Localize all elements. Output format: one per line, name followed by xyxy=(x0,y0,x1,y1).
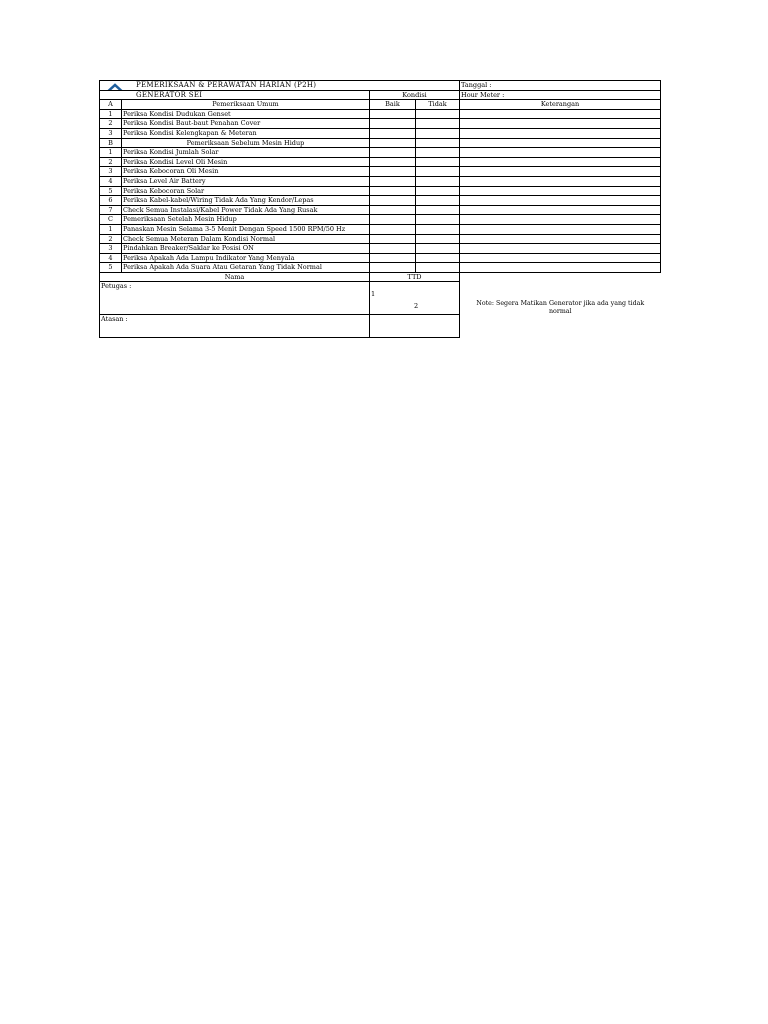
unit-name: GENERATOR SEI xyxy=(100,90,370,100)
item-no: 2 xyxy=(100,234,122,244)
tidak-cell[interactable] xyxy=(416,253,460,263)
item-no: 1 xyxy=(100,109,122,119)
table-row xyxy=(100,224,661,234)
section-c-code: C xyxy=(100,215,122,225)
keterangan-cell[interactable] xyxy=(460,224,661,234)
item-text: Periksa Kondisi Dudukan Genset xyxy=(122,109,370,119)
table-row xyxy=(100,263,661,273)
item-text: Periksa Kondisi Level Oli Mesin xyxy=(122,157,370,167)
keterangan-cell[interactable] xyxy=(460,196,661,206)
tidak-cell[interactable] xyxy=(416,205,460,215)
keterangan-cell[interactable] xyxy=(460,119,661,129)
item-no: 3 xyxy=(100,244,122,254)
atasan-name-field[interactable] xyxy=(100,315,370,338)
table-row xyxy=(100,128,661,138)
kondisi-header: Kondisi xyxy=(370,90,460,100)
item-text: Check Semua Instalasi/Kabel Power Tidak Ada Yang Rusak xyxy=(122,205,370,215)
item-text: Periksa Kondisi Baut-baut Penahan Cover xyxy=(122,119,370,129)
ttd-header: TTD xyxy=(370,272,460,282)
petugas-label: Petugas : xyxy=(101,282,132,291)
ttd-number-2: 2 xyxy=(414,302,419,311)
baik-cell[interactable] xyxy=(370,234,416,244)
item-no: 6 xyxy=(100,196,122,206)
baik-cell[interactable] xyxy=(370,157,416,167)
item-text: Panaskan Mesin Selama 3-5 Menit Dengan Speed 1500 RPM/50 Hz xyxy=(122,224,370,234)
atasan-signature-field[interactable] xyxy=(370,315,460,338)
keterangan-cell[interactable] xyxy=(460,167,661,177)
pemeriksaan-umum-header: Pemeriksaan Umum xyxy=(122,100,370,110)
item-text: Periksa Kabel-kabel/Wiring Tidak Ada Yang Kendor/Lepas xyxy=(122,196,370,206)
tidak-header: Tidak xyxy=(416,100,460,110)
baik-cell[interactable] xyxy=(370,253,416,263)
item-text: Periksa Kondisi Kelengkapan & Meteran xyxy=(122,128,370,138)
petugas-signature-field[interactable] xyxy=(370,282,460,315)
keterangan-cell[interactable] xyxy=(460,234,661,244)
form-title: PEMERIKSAAN & PERAWATAN HARIAN (P2H) xyxy=(136,81,317,89)
table-row xyxy=(100,157,661,167)
table-row xyxy=(100,244,661,254)
tidak-cell[interactable] xyxy=(416,148,460,158)
tidak-cell[interactable] xyxy=(416,224,460,234)
baik-cell[interactable] xyxy=(370,148,416,158)
item-no: 2 xyxy=(100,119,122,129)
item-no: 1 xyxy=(100,148,122,158)
item-text: Periksa Apakah Ada Lampu Indikator Yang Menyala xyxy=(122,253,370,263)
baik-cell[interactable] xyxy=(370,205,416,215)
table-row xyxy=(100,205,661,215)
keterangan-cell[interactable] xyxy=(460,128,661,138)
baik-cell[interactable] xyxy=(370,186,416,196)
item-no: 3 xyxy=(100,167,122,177)
item-no: 5 xyxy=(100,186,122,196)
tidak-cell[interactable] xyxy=(416,196,460,206)
item-text: Periksa Level Air Battery xyxy=(122,176,370,186)
tidak-cell[interactable] xyxy=(416,167,460,177)
item-no: 4 xyxy=(100,176,122,186)
table-row xyxy=(100,109,661,119)
tidak-cell[interactable] xyxy=(416,157,460,167)
keterangan-cell[interactable] xyxy=(460,157,661,167)
table-row xyxy=(100,119,661,129)
baik-cell[interactable] xyxy=(370,128,416,138)
p2h-form xyxy=(99,80,660,338)
tidak-cell[interactable] xyxy=(416,109,460,119)
baik-cell[interactable] xyxy=(370,119,416,129)
p2h-table xyxy=(99,80,661,338)
section-c-title: Pemeriksaan Setelah Mesin Hidup xyxy=(122,215,370,225)
table-row xyxy=(100,186,661,196)
baik-cell[interactable] xyxy=(370,167,416,177)
note-text: Note: Segera Matikan Generator jika ada yang tidak normal xyxy=(476,300,645,316)
item-text: Periksa Kebocoran Solar xyxy=(122,186,370,196)
keterangan-cell[interactable] xyxy=(460,186,661,196)
nama-header: Nama xyxy=(100,272,370,282)
tidak-cell[interactable] xyxy=(416,186,460,196)
tidak-cell[interactable] xyxy=(416,263,460,273)
section-b-code: B xyxy=(100,138,122,148)
item-text: Periksa Kondisi Jumlah Solar xyxy=(122,148,370,158)
section-a-code: A xyxy=(100,100,122,110)
baik-cell[interactable] xyxy=(370,109,416,119)
tidak-cell[interactable] xyxy=(416,119,460,129)
form-title-cell xyxy=(100,81,460,91)
keterangan-header: Keterangan xyxy=(460,100,661,110)
ttd-number-1: 1 xyxy=(371,290,376,299)
keterangan-cell[interactable] xyxy=(460,253,661,263)
keterangan-cell[interactable] xyxy=(460,176,661,186)
item-text: Periksa Kebocoran Oli Mesin xyxy=(122,167,370,177)
petugas-name-field[interactable] xyxy=(100,282,370,315)
item-text: Check Semua Meteran Dalam Kondisi Normal xyxy=(122,234,370,244)
item-no: 7 xyxy=(100,205,122,215)
baik-cell[interactable] xyxy=(370,176,416,186)
item-no: 3 xyxy=(100,128,122,138)
tanggal-label: Tanggal : xyxy=(460,81,661,91)
item-text: Pindahkan Breaker/Saklar ke Posisi ON xyxy=(122,244,370,254)
company-logo-icon xyxy=(102,83,128,90)
item-no: 5 xyxy=(100,263,122,273)
item-text: Periksa Apakah Ada Suara Atau Getaran Yang Tidak Normal xyxy=(122,263,370,273)
table-row xyxy=(100,167,661,177)
table-row xyxy=(100,148,661,158)
baik-cell[interactable] xyxy=(370,263,416,273)
baik-header: Baik xyxy=(370,100,416,110)
item-no: 1 xyxy=(100,224,122,234)
baik-cell[interactable] xyxy=(370,224,416,234)
tidak-cell[interactable] xyxy=(416,234,460,244)
tidak-cell[interactable] xyxy=(416,244,460,254)
keterangan-cell[interactable] xyxy=(460,263,661,273)
tidak-cell[interactable] xyxy=(416,176,460,186)
table-row xyxy=(100,196,661,206)
table-row xyxy=(100,253,661,263)
keterangan-cell[interactable] xyxy=(460,148,661,158)
item-no: 4 xyxy=(100,253,122,263)
section-b-title: Pemeriksaan Sebelum Mesin Hidup xyxy=(122,138,370,148)
keterangan-cell[interactable] xyxy=(460,244,661,254)
tidak-cell[interactable] xyxy=(416,128,460,138)
keterangan-cell[interactable] xyxy=(460,205,661,215)
baik-cell[interactable] xyxy=(370,244,416,254)
keterangan-cell[interactable] xyxy=(460,109,661,119)
table-row xyxy=(100,176,661,186)
item-no: 2 xyxy=(100,157,122,167)
baik-cell[interactable] xyxy=(370,196,416,206)
table-row xyxy=(100,234,661,244)
hour-meter-label: Hour Meter : xyxy=(460,90,661,100)
atasan-label: Atasan : xyxy=(101,315,128,324)
